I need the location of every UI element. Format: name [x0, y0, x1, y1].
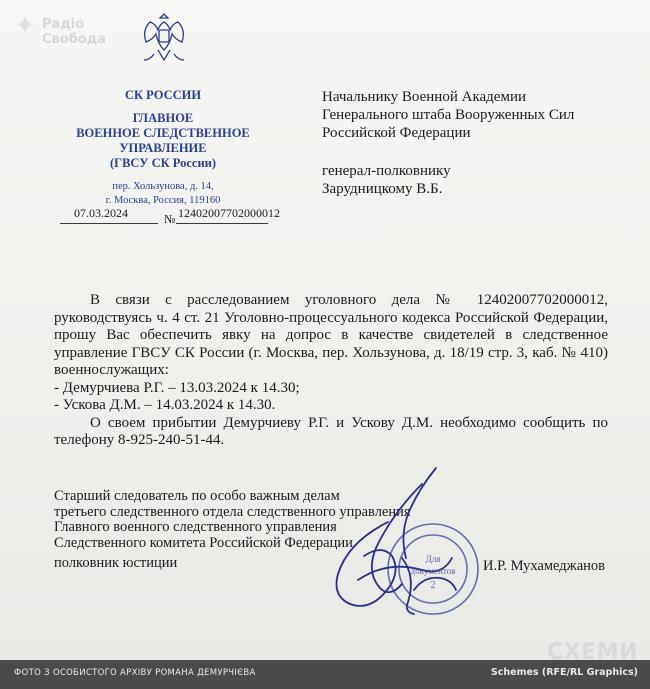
signatory-line-1: Старший следователь по особо важным делам: [54, 488, 340, 504]
witness-item-2: - Ускова Д.М. – 14.03.2024 к 14.30.: [54, 397, 276, 413]
sender-dept-line-4: (ГВСУ СК России): [109, 156, 217, 170]
recipient-rank: генерал-полковнику: [322, 163, 451, 179]
signatory-line-2: третьего следственного отдела следственного управления: [54, 503, 411, 520]
body-paragraph-1: В связи с расследованием уголовного дела № 12402007702000012, руководствуясь ч. 4 ст. 21 Уголовно-процессуального кодекса Российской Федерации, прошу Вас обеспечить явку на допрос в качестве свидетелей в следственное управление ГВСУ СК России (г. Москва, пер. Хользунова, д. 18/19 стр. 3, каб. № 410) военнослужащих:: [54, 292, 608, 378]
graphics-credit-caption: Schemes (RFE/RL Graphics): [490, 667, 638, 678]
recipient-name: Зарудницкому В.Б.: [322, 181, 443, 197]
logo-line-1: Радіо: [42, 17, 85, 32]
number-sign: №: [164, 212, 176, 226]
stamp-number: 2: [430, 580, 436, 591]
radio-svoboda-logo: [14, 11, 114, 55]
signatory-line-4: Следственного комитета Российской Федерации: [54, 534, 353, 551]
sender-dept-line-2: ВОЕННОЕ СЛЕДСТВЕННОЕ: [76, 126, 250, 140]
signatory-name: И.Р. Мухамеджанов: [483, 558, 605, 574]
recipient-line-3: Российской Федерации: [322, 125, 471, 141]
witness-item-1: - Демурчиева Р.Г. – 13.03.2024 к 14.30;: [54, 379, 300, 396]
recipient-line-2: Генерального штаба Вооруженных Сил: [322, 107, 575, 123]
date-underline: [60, 223, 158, 224]
body-paragraph-2: О своем прибытии Демурчиеву Р.Г. и Ускову Д.М. необходимо сообщить по телефону 8-925-240-51-44.: [54, 414, 608, 448]
recipient-line-1: Начальнику Военной Академии: [322, 89, 526, 105]
logo-line-2: Свобода: [42, 32, 106, 47]
sender-address-line-1: пер. Хользунова, д. 14,: [112, 181, 214, 192]
photo-credit-caption: ФОТО З ОСОБИСТОГО АРХІВУ РОМАНА ДЕМУРЧІЄВА: [14, 668, 256, 678]
stamp-center-line-2: документов: [410, 566, 456, 576]
number-underline: [176, 223, 268, 224]
sender-address-line-2: г. Москва, Россия, 119160: [105, 195, 221, 206]
signatory-rank: полковник юстиции: [54, 555, 178, 571]
coat-of-arms-icon: [136, 8, 192, 70]
document-date: 07.03.2024: [74, 206, 128, 220]
letter-body: [54, 292, 608, 450]
sender-org: СК РОССИИ: [124, 88, 202, 102]
stamp-center-line-1: Для: [425, 554, 441, 564]
sender-dept-line-3: УПРАВЛЕНИЕ: [119, 141, 207, 155]
skhemy-watermark: СХЕМИ: [547, 640, 638, 665]
document-number: 12402007702000012: [178, 206, 280, 220]
signatory-line-3: Главного военного следственного управления: [54, 519, 337, 535]
sender-dept-line-1: ГЛАВНОЕ: [132, 111, 194, 125]
radio-svoboda-mark-icon: ✦: [14, 11, 36, 41]
handwritten-signature: [318, 462, 468, 618]
